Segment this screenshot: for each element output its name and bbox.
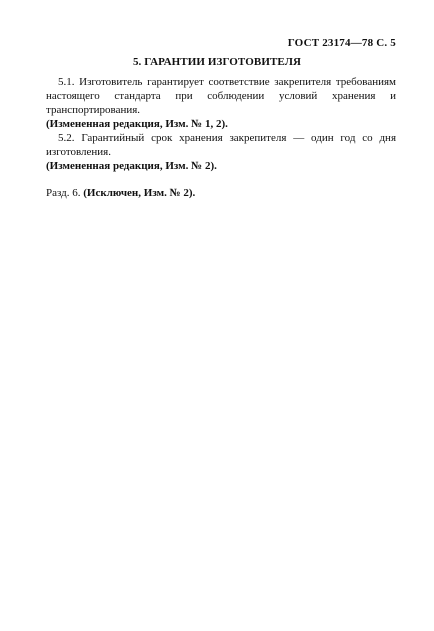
- amendment-note-5-1: (Измененная редакция, Изм. № 1, 2).: [46, 118, 228, 130]
- section-content: [46, 75, 396, 200]
- paragraph-5-2: 5.2. Гарантийный срок хранения закрепителя — один год со дня изготовления.: [46, 132, 396, 158]
- section-6-status: (Исключен, Изм. № 2).: [83, 187, 196, 199]
- paragraph-5-1: 5.1. Изготовитель гарантирует соответствие закрепителя требованиям настоящего стандарта при соблюдении условий хранения и транспортирования.: [46, 76, 396, 116]
- section-6-reference: [46, 186, 396, 200]
- section-6-prefix: Разд. 6.: [46, 187, 81, 199]
- amendment-note-5-2: (Измененная редакция, Изм. № 2).: [46, 160, 217, 172]
- document-header-code: ГОСТ 23174—78 С. 5: [287, 37, 396, 49]
- section-title: 5. ГАРАНТИИ ИЗГОТОВИТЕЛЯ: [132, 56, 302, 68]
